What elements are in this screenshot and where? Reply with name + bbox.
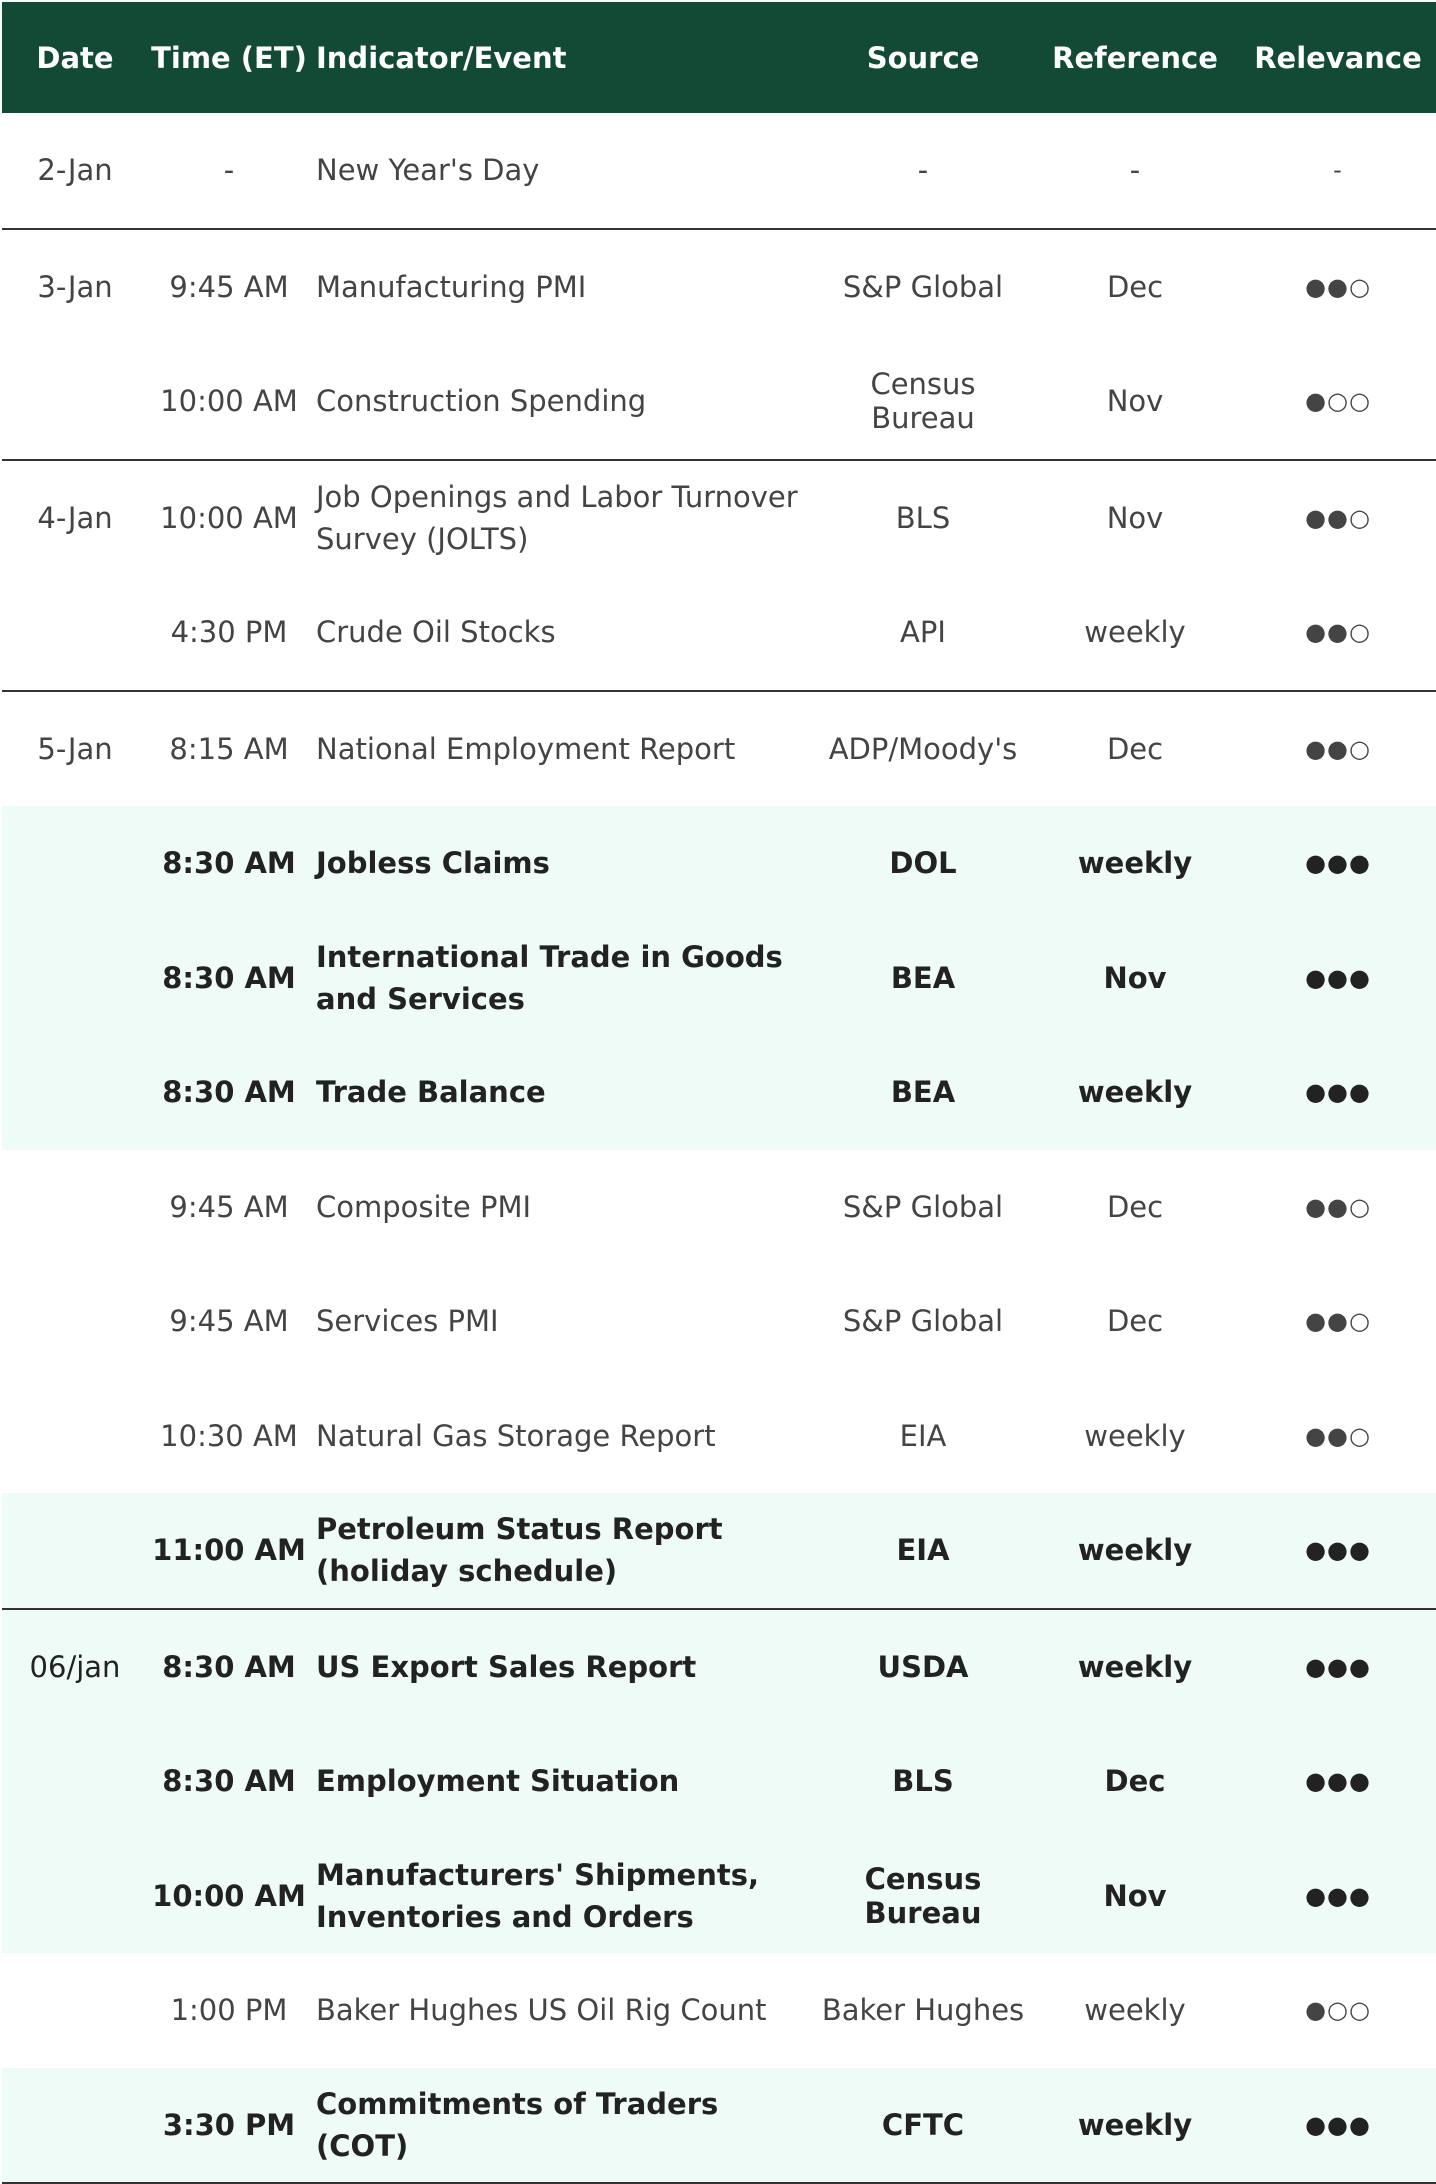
date-cell: [2, 1839, 148, 1954]
relevance-cell: ●●●: [1240, 2068, 1436, 2184]
reference-cell: Nov: [1106, 500, 1164, 535]
source-cell: Census Bureau: [816, 344, 1030, 460]
date-cell: 3-Jan: [37, 269, 113, 304]
event-cell: New Year's Day: [310, 113, 816, 229]
source-cell: BLS: [895, 500, 951, 535]
date-cell: 5-Jan: [37, 731, 113, 766]
economic-calendar-table: [2, 2, 1436, 2184]
header-relevance: Relevance: [1240, 2, 1436, 113]
reference-cell: weekly: [1084, 1418, 1186, 1453]
relevance-cell: ●●○: [1240, 575, 1436, 691]
date-cell: [2, 1264, 148, 1379]
source-cell: USDA: [816, 1609, 1030, 1725]
event-cell: Composite PMI: [316, 1189, 532, 1224]
header-row: [2, 2, 1436, 113]
relevance-cell: ●●●: [1240, 1724, 1436, 1839]
event-cell: International Trade in Goods and Services: [310, 921, 816, 1036]
date-cell: [2, 1035, 148, 1150]
reference-cell: Nov: [1030, 921, 1240, 1036]
relevance-cell: ●●○: [1305, 272, 1371, 301]
source-cell: ADP/Moody's: [828, 731, 1018, 766]
date-cell: [2, 921, 148, 1036]
source-cell: EIA: [816, 1493, 1030, 1609]
relevance-cell: ●●●: [1240, 1609, 1436, 1725]
date-cell: [2, 806, 148, 921]
event-cell: Manufacturers' Shipments, Inventories and Orders: [310, 1839, 816, 1954]
table-row: [2, 921, 1436, 1036]
time-cell: 4:30 PM: [148, 575, 310, 691]
source-cell: API: [816, 575, 1030, 691]
table-row: [2, 1609, 1436, 1725]
source-cell: S&P Global: [842, 269, 1004, 304]
source-cell: BEA: [816, 921, 1030, 1036]
event-cell: US Export Sales Report: [310, 1609, 816, 1725]
reference-cell: Dec: [1106, 269, 1164, 304]
event-cell: Commitments of Traders (COT): [310, 2068, 816, 2184]
source-cell: Baker Hughes: [821, 1993, 1025, 2028]
relevance-cell: ●○○: [1305, 1996, 1371, 2025]
relevance-cell: ●●●: [1240, 921, 1436, 1036]
table-row: [2, 460, 1436, 576]
table-row: [2, 691, 1436, 807]
relevance-cell: ●●●: [1240, 1493, 1436, 1609]
date-cell: [2, 1150, 148, 1265]
date-cell: [2, 1724, 148, 1839]
source-cell: CFTC: [816, 2068, 1030, 2184]
relevance-cell: ●●○: [1305, 734, 1371, 763]
relevance-cell: ●●●: [1240, 806, 1436, 921]
table-row: [2, 1035, 1436, 1150]
time-cell: 8:30 AM: [148, 806, 310, 921]
event-cell: Construction Spending: [310, 344, 816, 460]
source-cell: BLS: [816, 1724, 1030, 1839]
event-cell: Trade Balance: [310, 1035, 816, 1150]
reference-cell: -: [1030, 113, 1240, 229]
table-row: [2, 1724, 1436, 1839]
event-cell: Baker Hughes US Oil Rig Count: [316, 1993, 767, 2028]
event-cell: Petroleum Status Report (holiday schedule): [310, 1493, 816, 1609]
time-cell: 8:30 AM: [148, 1609, 310, 1725]
time-cell: 10:30 AM: [160, 1418, 298, 1453]
header-reference: Reference: [1030, 2, 1240, 113]
table-row: [2, 1493, 1436, 1609]
table-row: [2, 1150, 1436, 1265]
date-cell: [2, 344, 148, 460]
header-event: Indicator/Event: [310, 2, 816, 113]
time-cell: 10:00 AM: [160, 500, 298, 535]
table-row: [2, 1379, 1436, 1494]
time-cell: -: [148, 113, 310, 229]
table-row: [2, 806, 1436, 921]
reference-cell: Dec: [1030, 1724, 1240, 1839]
event-cell: Crude Oil Stocks: [310, 575, 816, 691]
time-cell: 9:45 AM: [169, 1304, 289, 1339]
time-cell: 8:30 AM: [148, 1035, 310, 1150]
relevance-cell: ●●○: [1305, 503, 1371, 532]
table-row: [2, 1953, 1436, 2068]
time-cell: 8:30 AM: [148, 921, 310, 1036]
time-cell: 8:30 AM: [148, 1724, 310, 1839]
table-row: [2, 1264, 1436, 1379]
reference-cell: Nov: [1030, 1839, 1240, 1954]
time-cell: 1:00 PM: [170, 1993, 288, 2028]
reference-cell: weekly: [1030, 1493, 1240, 1609]
date-cell: [2, 1379, 148, 1494]
event-cell: Employment Situation: [310, 1724, 816, 1839]
reference-cell: weekly: [1030, 575, 1240, 691]
event-cell: Jobless Claims: [310, 806, 816, 921]
reference-cell: weekly: [1030, 2068, 1240, 2184]
time-cell: 11:00 AM: [148, 1493, 310, 1609]
time-cell: 10:00 AM: [148, 1839, 310, 1954]
date-cell: [2, 2068, 148, 2184]
source-cell: DOL: [816, 806, 1030, 921]
date-cell: 06/jan: [2, 1609, 148, 1725]
source-cell: BEA: [816, 1035, 1030, 1150]
date-cell: 2-Jan: [2, 113, 148, 229]
date-cell: [2, 1953, 148, 2068]
relevance-cell: -: [1240, 113, 1436, 229]
relevance-cell: ●●○: [1305, 1307, 1371, 1336]
event-cell: Job Openings and Labor Turnover Survey (JOLTS): [316, 479, 798, 556]
header-date: Date: [2, 2, 148, 113]
relevance-cell: ●●○: [1305, 1421, 1371, 1450]
header-source: Source: [816, 2, 1030, 113]
relevance-cell: ●●●: [1240, 1035, 1436, 1150]
table-row: [2, 2068, 1436, 2184]
date-cell: 4-Jan: [37, 500, 113, 535]
event-cell: Natural Gas Storage Report: [316, 1418, 716, 1453]
event-cell: Services PMI: [316, 1304, 499, 1339]
table-row: [2, 1839, 1436, 1954]
reference-cell: Dec: [1106, 731, 1164, 766]
source-cell: -: [816, 113, 1030, 229]
time-cell: 10:00 AM: [148, 344, 310, 460]
reference-cell: Dec: [1106, 1189, 1164, 1224]
source-cell: EIA: [899, 1418, 947, 1453]
event-cell: National Employment Report: [316, 731, 736, 766]
table-row: [2, 344, 1436, 460]
reference-cell: weekly: [1030, 806, 1240, 921]
table-row: [2, 229, 1436, 345]
reference-cell: weekly: [1030, 1035, 1240, 1150]
time-cell: 8:15 AM: [169, 731, 289, 766]
event-cell: Manufacturing PMI: [316, 269, 587, 304]
relevance-cell: ●○○: [1240, 344, 1436, 460]
source-cell: Census Bureau: [816, 1839, 1030, 1954]
source-cell: S&P Global: [842, 1189, 1004, 1224]
time-cell: 9:45 AM: [169, 1189, 289, 1224]
date-cell: [2, 575, 148, 691]
time-cell: 9:45 AM: [169, 269, 289, 304]
date-cell: [2, 1493, 148, 1609]
time-cell: 3:30 PM: [148, 2068, 310, 2184]
relevance-cell: ●●●: [1240, 1839, 1436, 1954]
relevance-cell: ●●○: [1305, 1192, 1371, 1221]
reference-cell: weekly: [1030, 1609, 1240, 1725]
reference-cell: Nov: [1030, 344, 1240, 460]
reference-cell: Dec: [1106, 1304, 1164, 1339]
reference-cell: weekly: [1084, 1993, 1186, 2028]
source-cell: S&P Global: [842, 1304, 1004, 1339]
table-row: [2, 575, 1436, 691]
header-time: Time (ET): [148, 2, 310, 113]
table-row: [2, 113, 1436, 229]
